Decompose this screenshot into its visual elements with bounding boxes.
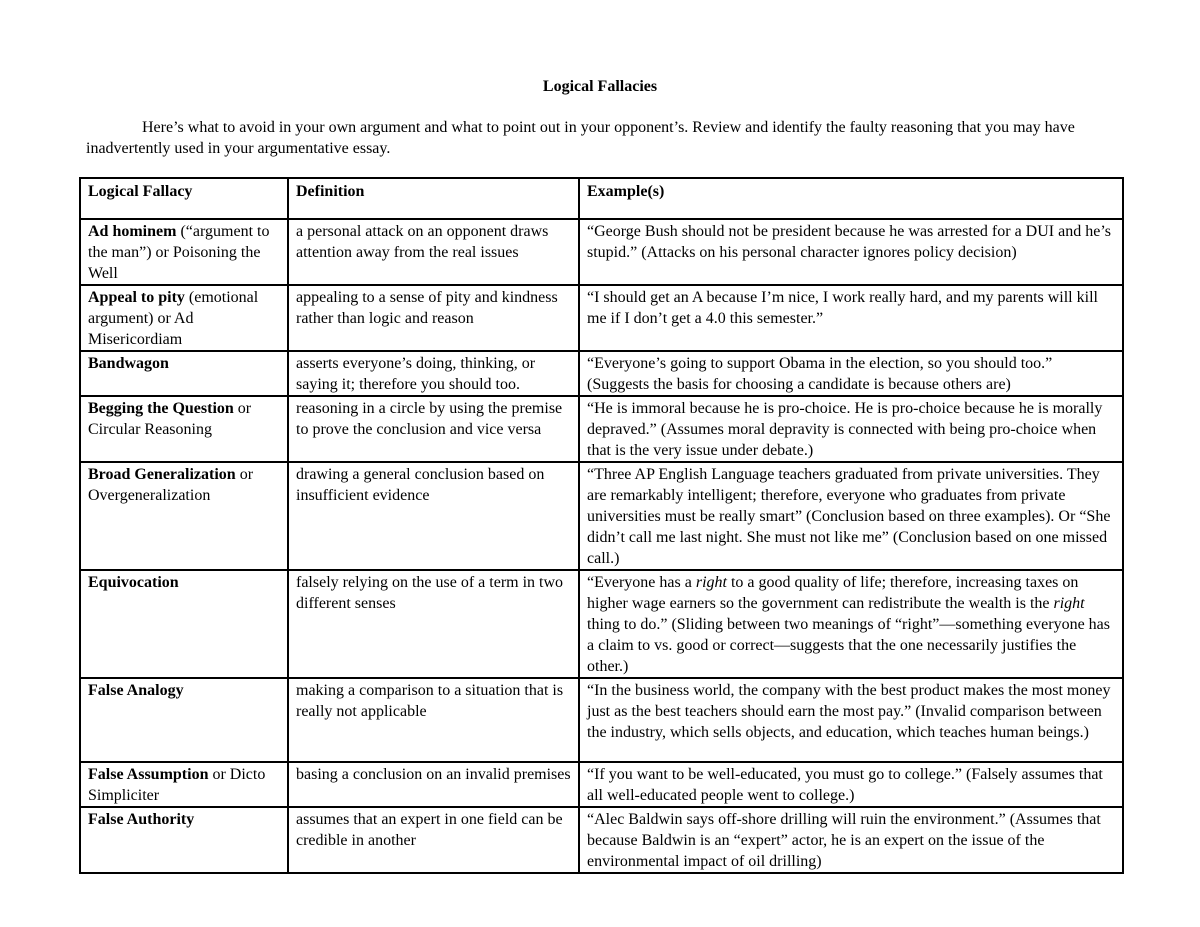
table-row xyxy=(80,462,1123,570)
fallacy-alt-name: or Circular Reasoning xyxy=(88,400,252,438)
example-cell: “George Bush should not be president because he was arrested for a DUI and he’s stupid.” (Attacks on his personal character ignores policy decision) xyxy=(579,219,1123,285)
example-emphasis: right xyxy=(695,574,727,591)
example-text: “Everyone has a xyxy=(587,574,696,591)
header-examples: Example(s) xyxy=(579,178,1123,219)
document-title: Logical Fallacies xyxy=(542,78,658,95)
table-row xyxy=(80,285,1123,351)
fallacy-name: Equivocation xyxy=(88,574,179,591)
fallacy-cell xyxy=(80,351,288,396)
fallacy-name: Bandwagon xyxy=(88,355,169,372)
fallacy-cell xyxy=(80,570,288,678)
fallacy-cell xyxy=(80,219,288,285)
fallacy-cell xyxy=(80,762,288,807)
fallacy-name: Begging the Question xyxy=(88,400,234,417)
definition-cell: asserts everyone’s doing, thinking, or saying it; therefore you should too. xyxy=(288,351,579,396)
example-emphasis: right xyxy=(1053,595,1085,612)
fallacy-alt-name: or Overgeneralization xyxy=(88,466,254,504)
example-text: to a good quality of life; therefore, increasing taxes on higher wage earners so the government can redistribute the wealth is the xyxy=(587,574,1079,612)
fallacy-cell xyxy=(80,396,288,462)
example-cell: “In the business world, the company with the best product makes the most money just as the best teachers should earn the most pay.” (Invalid comparison between the industry, which sells objects, and education, which teaches human beings.) xyxy=(579,678,1123,762)
fallacy-name: Ad hominem xyxy=(88,223,177,240)
fallacy-name: False Analogy xyxy=(88,682,184,699)
definition-cell: falsely relying on the use of a term in two different senses xyxy=(288,570,579,678)
table-header-row xyxy=(80,178,1123,219)
table-row xyxy=(80,807,1123,873)
definition-cell: reasoning in a circle by using the premise to prove the conclusion and vice versa xyxy=(288,396,579,462)
header-definition: Definition xyxy=(288,178,579,219)
table-row xyxy=(80,570,1123,678)
table-row xyxy=(80,396,1123,462)
example-cell: “Everyone’s going to support Obama in the election, so you should too.” (Suggests the basis for choosing a candidate is because others are) xyxy=(579,351,1123,396)
fallacy-name: Appeal to pity xyxy=(88,289,185,306)
fallacy-name: False Authority xyxy=(88,811,195,828)
definition-cell: appealing to a sense of pity and kindness rather than logic and reason xyxy=(288,285,579,351)
example-cell: “If you want to be well-educated, you must go to college.” (Falsely assumes that all well-educated people went to college.) xyxy=(579,762,1123,807)
fallacy-alt-name: or Dicto Simpliciter xyxy=(88,766,266,804)
table-row xyxy=(80,351,1123,396)
fallacy-alt-name: (“argument to the man”) or Poisoning the Well xyxy=(88,223,270,282)
example-text: thing to do.” (Sliding between two meanings of “right”—something everyone has a claim to vs. good or correct—suggests that the one necessarily justifies the other.) xyxy=(587,616,1110,675)
example-cell xyxy=(579,570,1123,678)
definition-cell: making a comparison to a situation that is really not applicable xyxy=(288,678,579,762)
intro-paragraph xyxy=(86,117,1116,159)
fallacy-name: Broad Generalization xyxy=(88,466,236,483)
fallacy-cell xyxy=(80,807,288,873)
table-row xyxy=(80,678,1123,762)
fallacy-name: False Assumption xyxy=(88,766,209,783)
fallacy-cell xyxy=(80,462,288,570)
fallacies-table xyxy=(79,177,1124,874)
example-cell: “Alec Baldwin says off-shore drilling will ruin the environment.” (Assumes that because Baldwin is an “expert” actor, he is an expert on the issue of the environmental impact of oil drilling) xyxy=(579,807,1123,873)
intro-text: Here’s what to avoid in your own argument and what to point out in your opponent’s. Review and identify the faulty reasoning that you may have inadvertently used in your argumentative essay. xyxy=(86,119,1075,157)
fallacy-alt-name: (emotional argument) or Ad Misericordiam xyxy=(88,289,259,348)
definition-cell: assumes that an expert in one field can be credible in another xyxy=(288,807,579,873)
header-logical-fallacy: Logical Fallacy xyxy=(80,178,288,219)
definition-cell: drawing a general conclusion based on insufficient evidence xyxy=(288,462,579,570)
fallacy-cell xyxy=(80,285,288,351)
table-row xyxy=(80,219,1123,285)
table-row xyxy=(80,762,1123,807)
example-cell: “Three AP English Language teachers graduated from private universities. They are remarkably intelligent; therefore, everyone who graduates from private universities must be really smart” (Conclusion based on three examples). Or “She didn’t call me last night. She must not like me” (Conclusion based on one missed call.) xyxy=(579,462,1123,570)
example-cell: “He is immoral because he is pro-choice. He is pro-choice because he is morally depraved.” (Assumes moral depravity is connected with being pro-choice when that is the very issue under debate.) xyxy=(579,396,1123,462)
definition-cell: a personal attack on an opponent draws attention away from the real issues xyxy=(288,219,579,285)
definition-cell: basing a conclusion on an invalid premises xyxy=(288,762,579,807)
example-cell: “I should get an A because I’m nice, I work really hard, and my parents will kill me if I don’t get a 4.0 this semester.” xyxy=(579,285,1123,351)
fallacy-cell xyxy=(80,678,288,762)
